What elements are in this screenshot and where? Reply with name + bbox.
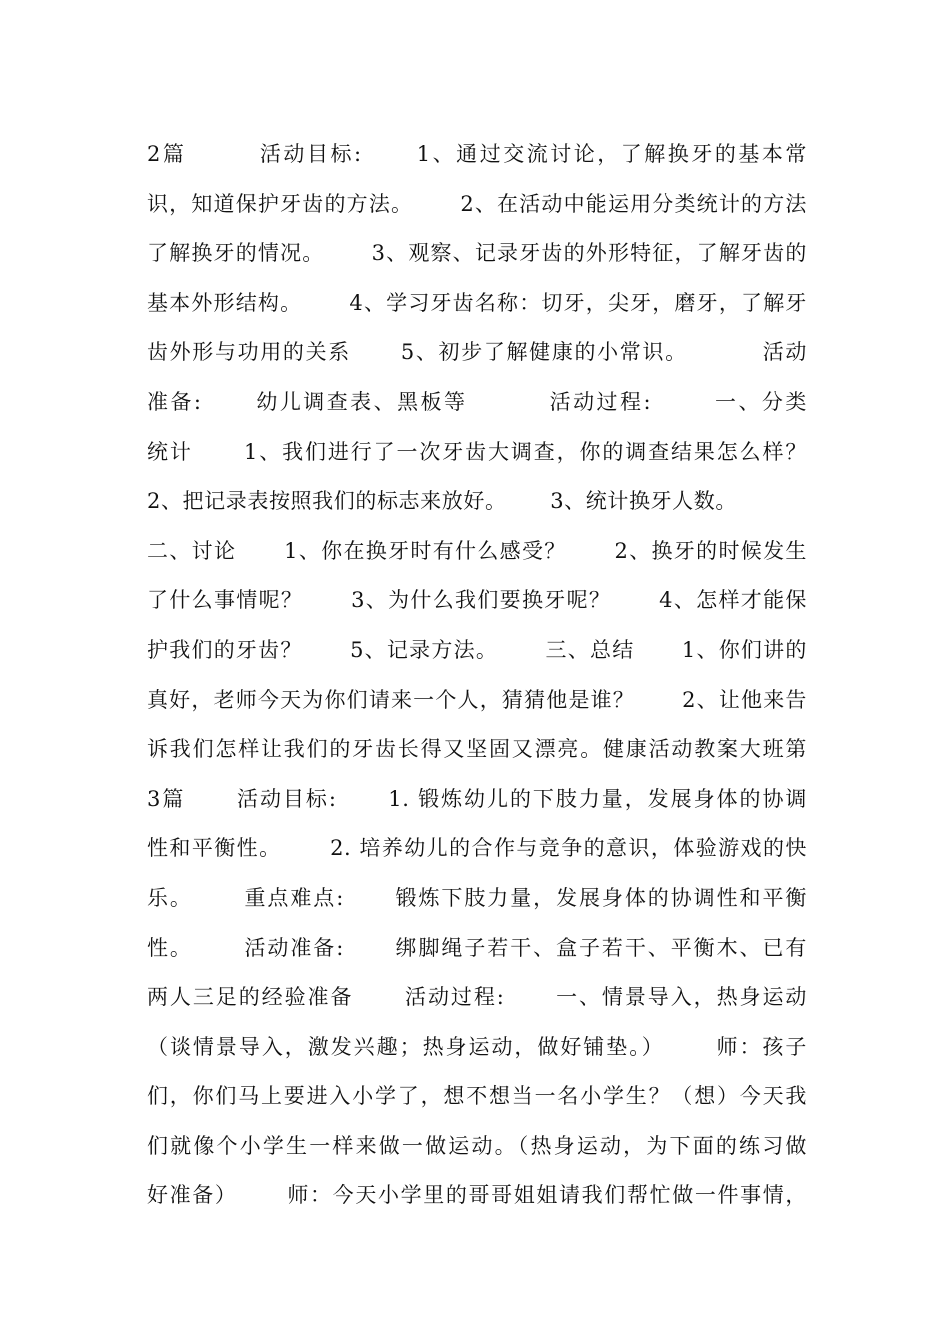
- text-line: 们就像个小学生一样来做一做运动。（热身运动，为下面的练习做: [147, 1133, 807, 1158]
- text-line: 基本外形结构。 4、学习牙齿名称：切牙，尖牙，磨牙，了解牙: [147, 290, 807, 315]
- text-line: 两人三足的经验准备 活动过程: 一、情景导入，热身运动: [147, 985, 807, 1010]
- text-line: 了解换牙的情况。 3、观察、记录牙齿的外形特征，了解牙齿的: [147, 241, 807, 266]
- text-line: 识，知道保护牙齿的方法。 2、在活动中能运用分类统计的方法: [147, 191, 807, 216]
- text-line: 3篇 活动目标: 1. 锻炼幼儿的下肢力量，发展身体的协调: [147, 786, 807, 811]
- text-line: 准备: 幼儿调查表、黑板等 活动过程: 一、分类: [147, 389, 807, 414]
- text-line: 2篇 活动目标: 1、通过交流讨论，了解换牙的基本常: [147, 142, 807, 166]
- text-line: 性和平衡性。 2. 培养幼儿的合作与竞争的意识，体验游戏的快: [147, 836, 807, 861]
- text-line: 好准备） 师：今天小学里的哥哥姐姐请我们帮忙做一件事情，: [147, 1183, 807, 1208]
- text-line: （谈情景导入，激发兴趣；热身运动，做好铺垫。） 师：孩子: [147, 1034, 807, 1059]
- text-line: 乐。 重点难点: 锻炼下肢力量，发展身体的协调性和平衡: [147, 885, 807, 910]
- text-line: 齿外形与功用的关系 5、初步了解健康的小常识。 活动: [147, 340, 807, 365]
- text-line: 护我们的牙齿？ 5、记录方法。 三、总结 1、你们讲的: [147, 637, 807, 662]
- text-line: 统计 1、我们进行了一次牙齿大调查，你的调查结果怎么样？: [147, 439, 807, 464]
- text-line: 们，你们马上要进入小学了，想不想当一名小学生？（想）今天我: [147, 1084, 807, 1109]
- text-line: 二、讨论 1、你在换牙时有什么感受？ 2、换牙的时候发生: [147, 538, 807, 563]
- text-line: 诉我们怎样让我们的牙齿长得又坚固又漂亮。健康活动教案大班第: [147, 737, 807, 762]
- text-line: 了什么事情呢？ 3、为什么我们要换牙呢？ 4、怎样才能保: [147, 588, 807, 613]
- text-line: 性。 活动准备: 绑脚绳子若干、盒子若干、平衡木、已有: [147, 935, 807, 960]
- text-line: 2、把记录表按照我们的标志来放好。 3、统计换牙人数。: [147, 489, 737, 514]
- text-line: 真好，老师今天为你们请来一个人，猜猜他是谁？ 2、让他来告: [147, 687, 807, 712]
- body-text: [147, 130, 807, 1221]
